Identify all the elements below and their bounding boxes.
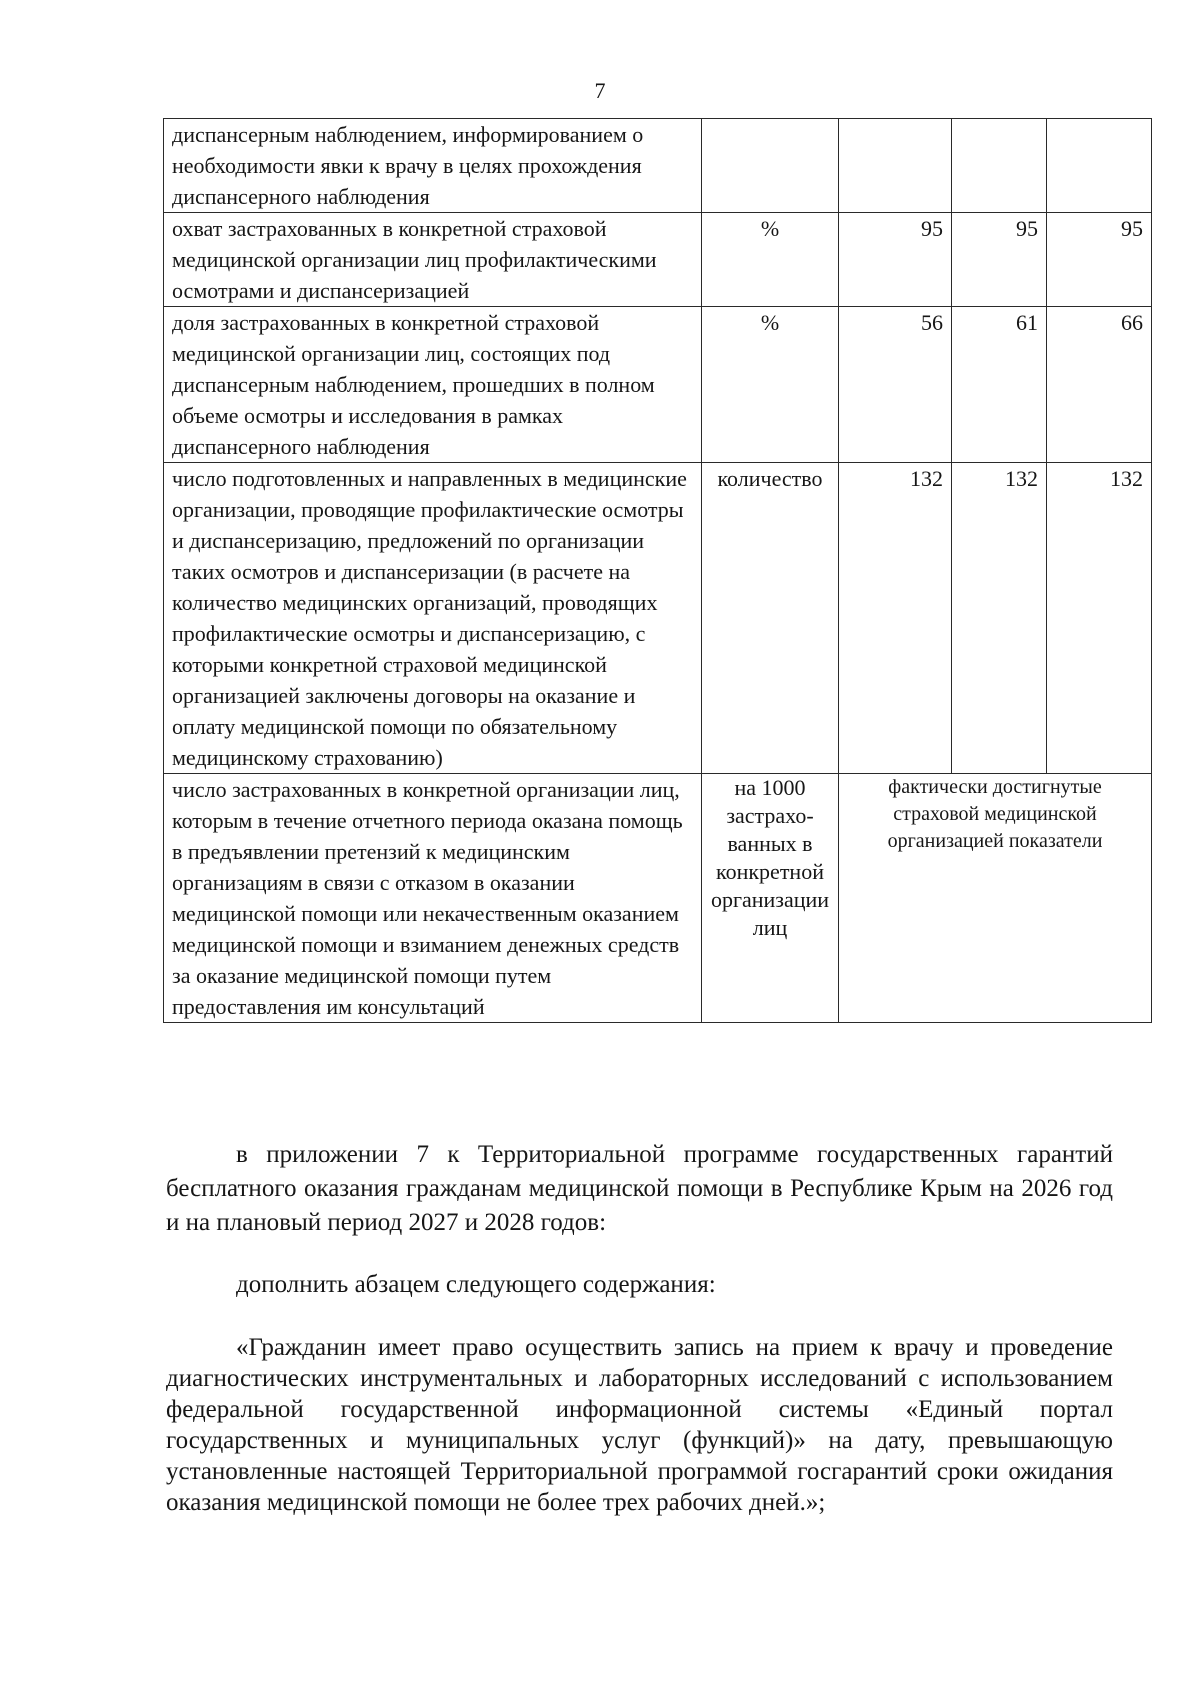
table-row xyxy=(164,213,1152,307)
page-number: 7 xyxy=(594,78,606,103)
value-cell-2026: 95 xyxy=(839,213,952,307)
table-row xyxy=(164,774,1152,1023)
indicator-cell: диспансерным наблюдением, информированием о необходимости явки к врачу в целях прохождения диспансерного наблюдения xyxy=(164,119,702,213)
indicator-cell: охват застрахованных в конкретной страховой медицинской организации лиц профилактическими осмотрами и диспансеризацией xyxy=(164,213,702,307)
value-cell-2026 xyxy=(839,119,952,213)
table-row xyxy=(164,307,1152,463)
value-cell-2027: 61 xyxy=(952,307,1047,463)
paragraph-citizen-right: «Гражданин имеет право осуществить запись на прием к врачу и проведение диагностических инструментальных и лабораторных исследований с использованием федеральной государственной информационной системы «Единый портал государственных и муниципальных услуг (функций)» на дату, превышающую установленные настоящей Территориальной программой госгарантий сроки ожидания оказания медицинской помощи не более трех рабочих дней.»; xyxy=(166,1334,1113,1516)
value-cell-2028 xyxy=(1047,119,1152,213)
value-cell-2027: 132 xyxy=(952,463,1047,774)
value-cell-2026: 56 xyxy=(839,307,952,463)
indicator-cell: число подготовленных и направленных в медицинские организации, проводящие профилактические осмотры и диспансеризацию, предложений по организации таких осмотров и диспансеризации (в расчете на количество медицинских организаций, проводящих профилактические осмотры и диспансеризацию, с которыми конкретной страховой медицинской организацией заключены договоры на оказание и оплату медицинской помощи по обязательному медицинскому страхованию) xyxy=(164,463,702,774)
indicator-cell: доля застрахованных в конкретной страховой медицинской организации лиц, состоящих под диспансерным наблюдением, прошедших в полном объеме осмотры и исследования в рамках диспансерного наблюдения xyxy=(164,307,702,463)
value-cell-2028: 132 xyxy=(1047,463,1152,774)
unit-cell: на 1000 застрахо-ванных в конкретной организации лиц xyxy=(702,774,839,1023)
merged-value-cell: фактически достигнутые страховой медицинской организацией показатели xyxy=(839,774,1152,1023)
paragraph-appendix-7: в приложении 7 к Территориальной программе государственных гарантий бесплатного оказания гражданам медицинской помощи в Республике Крым на 2026 год и на плановый период 2027 и 2028 годов: xyxy=(166,1141,1113,1236)
value-cell-2028: 66 xyxy=(1047,307,1152,463)
unit-cell: количество xyxy=(702,463,839,774)
unit-cell: % xyxy=(702,307,839,463)
value-cell-2028: 95 xyxy=(1047,213,1152,307)
value-cell-2027: 95 xyxy=(952,213,1047,307)
paragraph-supplement: дополнить абзацем следующего содержания: xyxy=(236,1271,716,1298)
indicators-table xyxy=(163,118,1152,1023)
unit-cell: % xyxy=(702,213,839,307)
value-cell-2026: 132 xyxy=(839,463,952,774)
table-row xyxy=(164,119,1152,213)
unit-cell xyxy=(702,119,839,213)
indicator-cell: число застрахованных в конкретной организации лиц, которым в течение отчетного периода оказана помощь в предъявлении претензий к медицинским организациям в связи с отказом в оказании медицинской помощи или некачественным оказанием медицинской помощи и взиманием денежных средств за оказание медицинской помощи путем предоставления им консультаций xyxy=(164,774,702,1023)
table-row xyxy=(164,463,1152,774)
value-cell-2027 xyxy=(952,119,1047,213)
